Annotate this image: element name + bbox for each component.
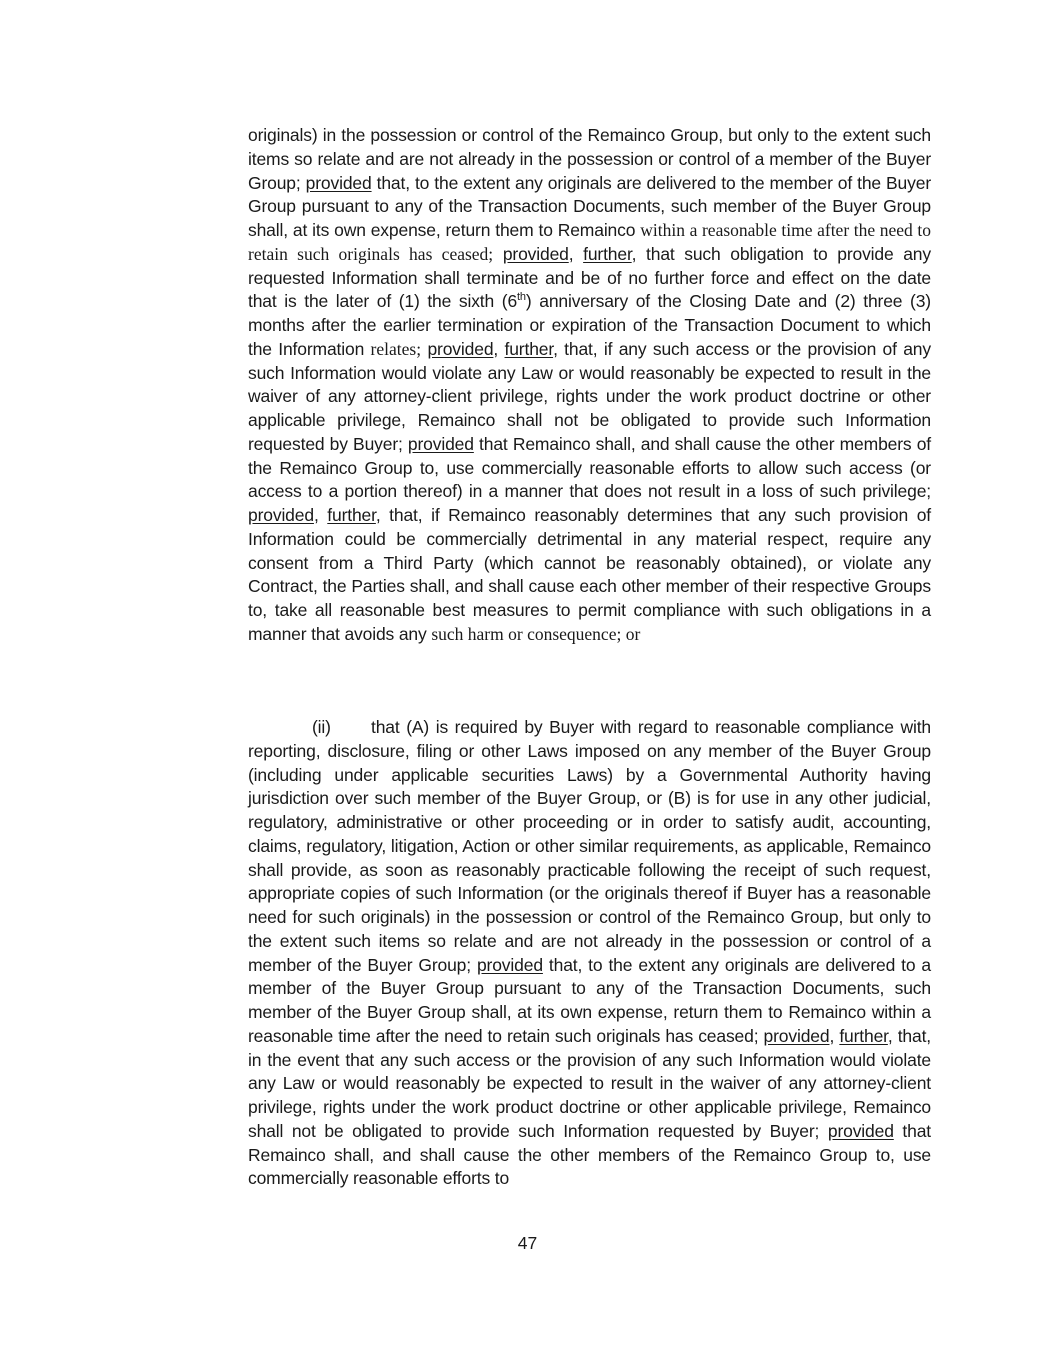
text-run: such harm or consequence; or [431, 623, 641, 644]
paragraph-number: (ii) [312, 717, 331, 737]
text-run: originals) in the possession or control of the Remainco Group, but only to the extent such items so relate and are not already in the possession or control of a member of the Buyer Group; [248, 125, 931, 193]
text-run: that, to the extent any originals are delivered to a member of the Buyer Group pursuant to any of the Transaction Documents, such member of the Buyer Group shall, at its own expense, return them to Remainco within a reasonable time after the need to retain such originals has ceased; [248, 954, 931, 1046]
ordinal-superscript: th [517, 291, 526, 304]
paragraph-body [248, 124, 931, 647]
paragraph-ii [248, 716, 931, 1191]
underlined-term: further [327, 505, 376, 525]
text-run: , that, in the event that any such access or the provision of any such Information would violate any Law or would reasonably be expected to result in the waiver of any attorney-client privilege, rights under the work product doctrine or other applicable privilege, Remainco shall not be obligated to provide such Information requested by Buyer; [248, 1025, 931, 1141]
text-run: , [829, 1025, 840, 1046]
underlined-term: provided [827, 1120, 894, 1141]
text-run: , that, if any such access or the provision of any such Information would violate any Law or would reasonably be expected to result in the waiver of any attorney-client privilege, rights under the work product doctrine or other applicable privilege, Remainco shall not be obligated to provide such Information requested by Buyer; [248, 338, 931, 454]
underlined-term: provided [763, 1025, 830, 1046]
underlined-term: further [504, 338, 554, 359]
text-run: , that such obligation to provide any requested Information shall terminate and be of no further force and effect on the date that is the later of (1) the sixth (6 [248, 243, 931, 312]
text-run: , [568, 243, 584, 264]
text-run [493, 244, 503, 264]
underlined-term: further [839, 1025, 888, 1046]
underlined-term: provided [476, 954, 543, 975]
text-run: that Remainco shall, and shall cause the other members of the Remainco Group to, use commercially reasonable efforts to [248, 1120, 931, 1189]
text-run: , that, if Remainco reasonably determines that any such provision of Information could be commercially detrimental in any material respect, require any consent from a Third Party (which cannot be reasonably obtained), or violate any Contract, the Parties shall, and shall cause each other member of their respective Groups to, take all reasonable best measures to permit compliance with such obligations in a manner that avoids any [248, 505, 931, 644]
text-run: that Remainco shall, and shall cause the other members of the Remainco Group to, use commercially reasonable efforts to allow such access (or access to a portion thereof) in a manner that does not result in a loss of such privilege; [248, 433, 931, 502]
text-run: ) anniversary of the Closing Date and (2) three (3) months after the earlier termination or expiration of the Transaction Document to which the Information [248, 291, 931, 359]
underlined-term: provided [502, 243, 569, 264]
text-run: that (A) is required by Buyer with regard to reasonable compliance with reporting, disclosure, filing or other Laws imposed on any member of the Buyer Group (including under applicable securities Laws) by a Governmental Authority having jurisdiction over such member of the Buyer Group, or (B) is for use in any other judicial, regulatory, administrative or other proceeding or in order to satisfy audit, accounting, claims, regulatory, litigation, Action or other similar requirements, as applicable, Remainco shall provide, as soon as reasonably practicable following the receipt of such request, appropriate copies of such Information (or the originals thereof if Buyer has a reasonable need for such originals) in the possession or control of the Remainco Group, but only to the extent such items so relate and are not already in the possession or control of a member of the Buyer Group; [248, 717, 931, 975]
paragraph-body [248, 716, 931, 1191]
text-run: , [313, 505, 328, 525]
text-run: within a reasonable time after the need to retain such originals has ceased; [248, 220, 931, 264]
underlined-term: further [583, 243, 632, 264]
text-run: , [493, 338, 505, 359]
underlined-term: provided [305, 172, 372, 193]
underlined-term: provided [248, 505, 314, 525]
underlined-term: provided [407, 433, 474, 454]
text-run: relates; [370, 338, 422, 359]
paragraph-continuation [248, 124, 931, 647]
underlined-term: provided [427, 338, 494, 359]
text-run: that, to the extent any originals are delivered to the member of the Buyer Group pursuant to any of the Transaction Documents, such member of the Buyer Group shall, at its own expense, return them to Remainco [248, 172, 932, 240]
page-number: 47 [517, 1233, 538, 1253]
